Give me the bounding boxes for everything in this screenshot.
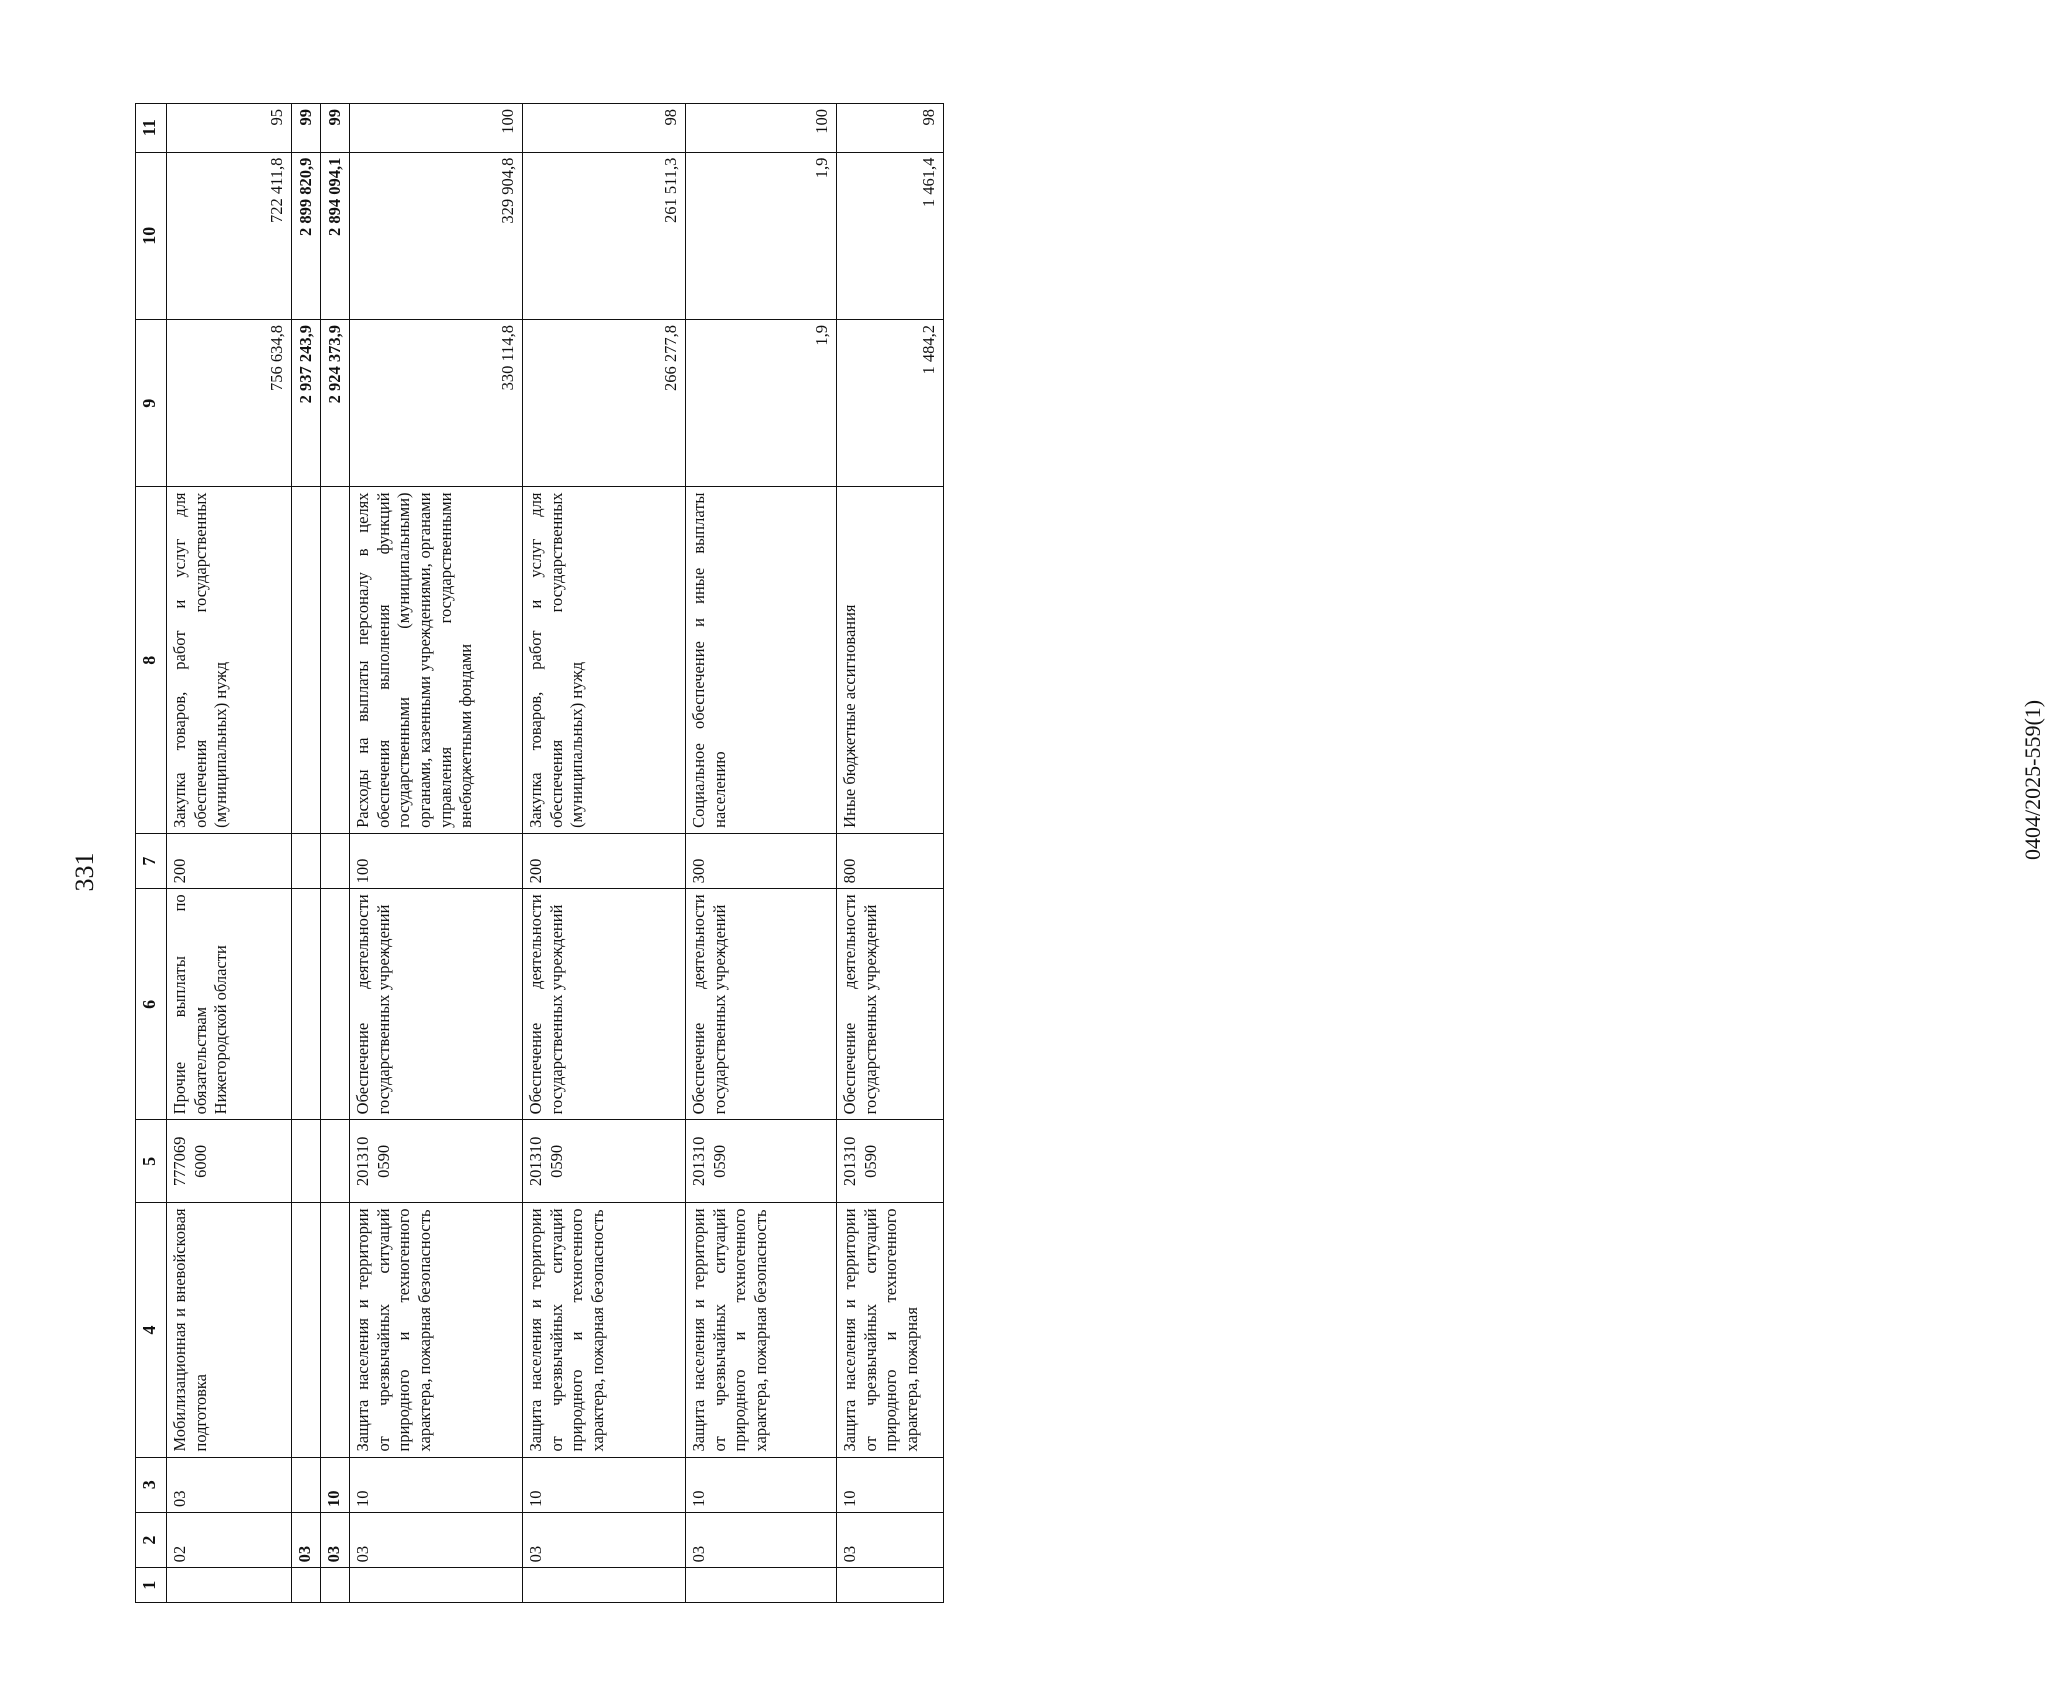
cell-c2: 03 bbox=[686, 1512, 837, 1567]
cell-target-code bbox=[321, 1120, 350, 1203]
table-row bbox=[350, 104, 523, 1603]
cell-expense-code: 300 bbox=[686, 833, 837, 888]
cell-expense-name: Иные бюджетные ассигнования bbox=[837, 487, 944, 833]
cell-planned: 756 634,8 bbox=[167, 320, 292, 487]
cell-c2: 03 bbox=[523, 1512, 686, 1567]
cell-executed: 2 894 094,1 bbox=[321, 152, 350, 319]
column-header: 5 bbox=[136, 1120, 167, 1203]
cell-section-name bbox=[292, 1203, 321, 1457]
cell-c2: 03 bbox=[321, 1512, 350, 1567]
cell-percent: 100 bbox=[350, 104, 523, 153]
column-header: 9 bbox=[136, 320, 167, 487]
cell-target-code bbox=[292, 1120, 321, 1203]
page-number: 331 bbox=[70, 852, 99, 892]
cell-target-name bbox=[292, 889, 321, 1120]
cell-c2: 03 bbox=[350, 1512, 523, 1567]
cell-section-name: Защита населения и территории от чрезвычайных ситуаций природного и техногенного характера, пожарная безопасность bbox=[686, 1203, 837, 1457]
budget-table-container bbox=[135, 103, 1095, 1603]
cell-c1 bbox=[523, 1568, 686, 1603]
cell-expense-code bbox=[292, 833, 321, 888]
cell-c1 bbox=[167, 1568, 292, 1603]
cell-executed: 261 511,3 bbox=[523, 152, 686, 319]
cell-planned: 330 114,8 bbox=[350, 320, 523, 487]
cell-planned: 1,9 bbox=[686, 320, 837, 487]
cell-expense-name: Закупка товаров, работ и услуг для обеспечения государственных (муниципальных) нужд bbox=[523, 487, 686, 833]
cell-c3: 10 bbox=[350, 1457, 523, 1512]
column-header: 4 bbox=[136, 1203, 167, 1457]
cell-target-name bbox=[321, 889, 350, 1120]
cell-expense-name bbox=[292, 487, 321, 833]
cell-c1 bbox=[686, 1568, 837, 1603]
cell-percent: 99 bbox=[292, 104, 321, 153]
table-row bbox=[321, 104, 350, 1603]
cell-c3: 10 bbox=[321, 1457, 350, 1512]
cell-target-code: 201310 0590 bbox=[350, 1120, 523, 1203]
cell-c1 bbox=[321, 1568, 350, 1603]
column-header: 2 bbox=[136, 1512, 167, 1567]
cell-expense-code: 200 bbox=[523, 833, 686, 888]
cell-target-name: Обеспечение деятельности государственных учреждений bbox=[837, 889, 944, 1120]
cell-expense-code: 100 bbox=[350, 833, 523, 888]
cell-expense-name: Социальное обеспечение и иные выплаты населению bbox=[686, 487, 837, 833]
cell-percent: 99 bbox=[321, 104, 350, 153]
cell-c2: 03 bbox=[837, 1512, 944, 1567]
cell-section-name: Защита населения и территории от чрезвычайных ситуаций природного и техногенного характера, пожарная bbox=[837, 1203, 944, 1457]
cell-c1 bbox=[837, 1568, 944, 1603]
cell-target-name: Обеспечение деятельности государственных учреждений bbox=[350, 889, 523, 1120]
cell-executed: 1,9 bbox=[686, 152, 837, 319]
cell-target-code: 777069 6000 bbox=[167, 1120, 292, 1203]
cell-section-name: Мобилизационная и вневойсковая подготовка bbox=[167, 1203, 292, 1457]
header-row bbox=[136, 104, 167, 1603]
cell-target-name: Обеспечение деятельности государственных учреждений bbox=[523, 889, 686, 1120]
cell-target-code: 201310 0590 bbox=[686, 1120, 837, 1203]
cell-executed: 2 899 820,9 bbox=[292, 152, 321, 319]
table-row bbox=[523, 104, 686, 1603]
cell-planned: 2 937 243,9 bbox=[292, 320, 321, 487]
cell-section-name: Защита населения и территории от чрезвычайных ситуаций природного и техногенного характера, пожарная безопасность bbox=[350, 1203, 523, 1457]
cell-c3 bbox=[292, 1457, 321, 1512]
cell-planned: 2 924 373,9 bbox=[321, 320, 350, 487]
cell-c1 bbox=[350, 1568, 523, 1603]
column-header: 3 bbox=[136, 1457, 167, 1512]
cell-percent: 98 bbox=[837, 104, 944, 153]
cell-executed: 722 411,8 bbox=[167, 152, 292, 319]
cell-c2: 02 bbox=[167, 1512, 292, 1567]
cell-c1 bbox=[292, 1568, 321, 1603]
cell-percent: 98 bbox=[523, 104, 686, 153]
cell-planned: 266 277,8 bbox=[523, 320, 686, 487]
cell-expense-name: Закупка товаров, работ и услуг для обеспечения государственных (муниципальных) нужд bbox=[167, 487, 292, 833]
cell-expense-code: 800 bbox=[837, 833, 944, 888]
column-header: 7 bbox=[136, 833, 167, 888]
cell-expense-name: Расходы на выплаты персоналу в целях обеспечения выполнения функций государственными (муниципальными) органами, казенными учреждениями, органами управления государственными внебюджетными фондами bbox=[350, 487, 523, 833]
cell-target-code: 201310 0590 bbox=[523, 1120, 686, 1203]
cell-target-name: Прочие выплаты по обязательствам Нижегородской области bbox=[167, 889, 292, 1120]
cell-c3: 10 bbox=[523, 1457, 686, 1512]
cell-executed: 1 461,4 bbox=[837, 152, 944, 319]
document-code: 0404/2025-559(1) bbox=[2020, 699, 2045, 860]
cell-c3: 03 bbox=[167, 1457, 292, 1512]
cell-expense-code bbox=[321, 833, 350, 888]
table-row bbox=[167, 104, 292, 1603]
cell-target-name: Обеспечение деятельности государственных учреждений bbox=[686, 889, 837, 1120]
table-row bbox=[686, 104, 837, 1603]
cell-expense-name bbox=[321, 487, 350, 833]
cell-section-name bbox=[321, 1203, 350, 1457]
table-row bbox=[292, 104, 321, 1603]
column-header: 8 bbox=[136, 487, 167, 833]
cell-section-name: Защита населения и территории от чрезвычайных ситуаций природного и техногенного характера, пожарная безопасность bbox=[523, 1203, 686, 1457]
cell-c3: 10 bbox=[837, 1457, 944, 1512]
budget-table bbox=[135, 103, 944, 1603]
column-header: 1 bbox=[136, 1568, 167, 1603]
cell-percent: 100 bbox=[686, 104, 837, 153]
table-row bbox=[837, 104, 944, 1603]
cell-target-code: 201310 0590 bbox=[837, 1120, 944, 1203]
column-header: 6 bbox=[136, 889, 167, 1120]
cell-c2: 03 bbox=[292, 1512, 321, 1567]
cell-executed: 329 904,8 bbox=[350, 152, 523, 319]
cell-planned: 1 484,2 bbox=[837, 320, 944, 487]
column-header: 10 bbox=[136, 152, 167, 319]
cell-expense-code: 200 bbox=[167, 833, 292, 888]
cell-percent: 95 bbox=[167, 104, 292, 153]
cell-c3: 10 bbox=[686, 1457, 837, 1512]
column-header: 11 bbox=[136, 104, 167, 153]
